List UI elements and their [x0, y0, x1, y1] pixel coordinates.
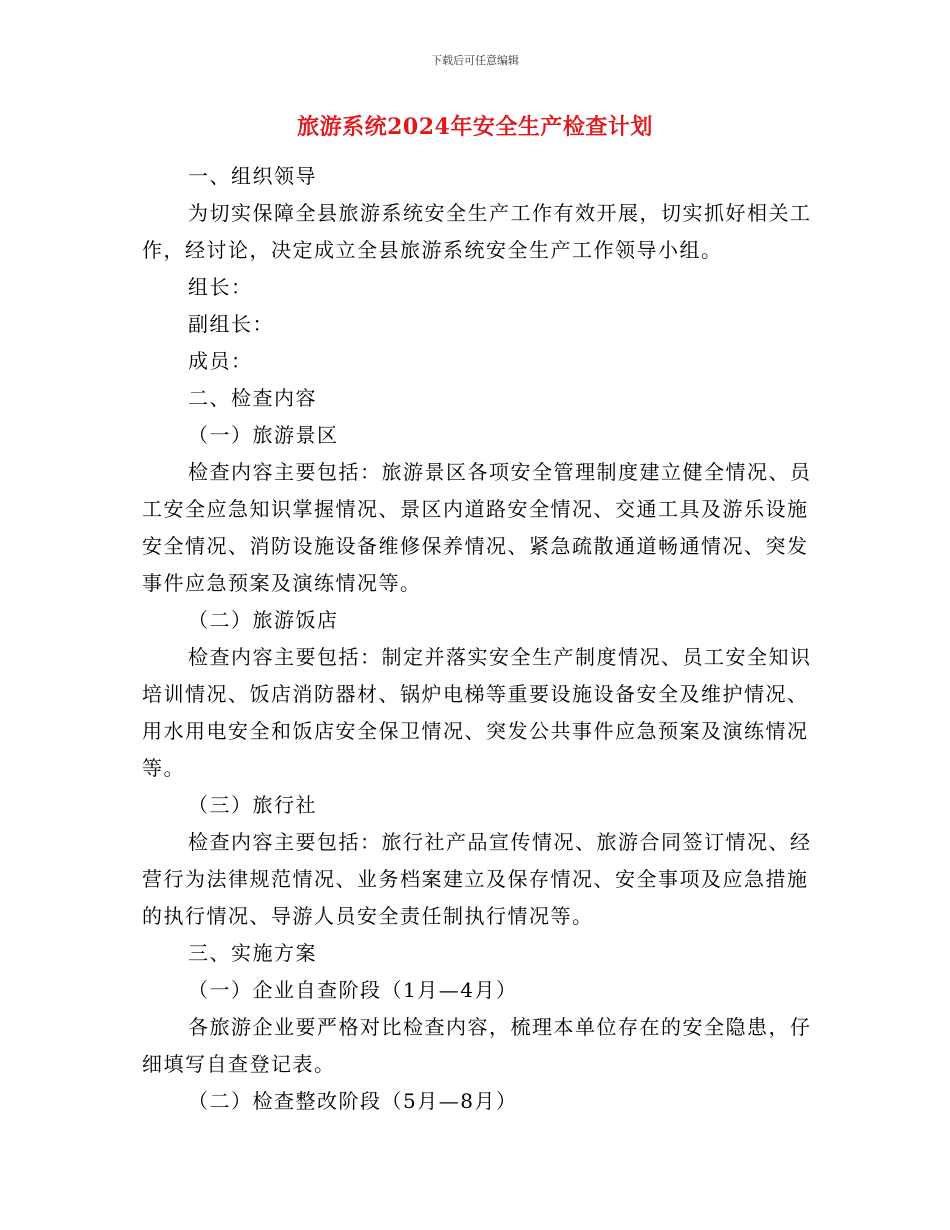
section-heading-organization: 一、组织领导 — [188, 164, 317, 188]
field-team-leader: 组长： — [188, 275, 253, 299]
subheading-scenic-areas: （一）旅游景区 — [188, 423, 339, 447]
section-heading-implementation: 三、实施方案 — [188, 941, 317, 965]
subheading-inspection-rectification-phase: （二）检查整改阶段（5月—8月） — [188, 1089, 518, 1113]
document-title: 旅游系统2024年安全生产检查计划 — [297, 114, 653, 140]
header-note: 下载后可任意编辑 — [431, 54, 519, 67]
field-members: 成员： — [188, 349, 253, 373]
paragraph-organization-intro: 为切实保障全县旅游系统安全生产工作有效开展，切实抓好相关工作，经讨论，决定成立全县旅游系统安全生产工作领导小组。 — [142, 201, 812, 262]
subheading-hotels: （二）旅游饭店 — [188, 608, 339, 632]
paragraph-self-inspection: 各旅游企业要严格对比检查内容，梳理本单位存在的安全隐患，仔细填写自查登记表。 — [142, 1015, 812, 1076]
paragraph-hotels: 检查内容主要包括：制定并落实安全生产制度情况、员工安全知识培训情况、饭店消防器材、锅炉电梯等重要设施设备安全及维护情况、用水用电安全和饭店安全保卫情况、突发公共事件应急预案及演练情况等。 — [142, 645, 812, 780]
section-heading-inspection-content: 二、检查内容 — [188, 386, 317, 410]
field-deputy-leader: 副组长： — [188, 312, 274, 336]
document-body — [142, 158, 814, 1120]
subheading-travel-agencies: （三）旅行社 — [188, 793, 317, 817]
paragraph-travel-agencies: 检查内容主要包括：旅行社产品宣传情况、旅游合同签订情况、经营行为法律规范情况、业务档案建立及保存情况、安全事项及应急措施的执行情况、导游人员安全责任制执行情况等。 — [142, 830, 812, 928]
paragraph-scenic-areas: 检查内容主要包括：旅游景区各项安全管理制度建立健全情况、员工安全应急知识掌握情况、景区内道路安全情况、交通工具及游乐设施安全情况、消防设施设备维修保养情况、紧急疏散通道畅通情况、突发事件应急预案及演练情况等。 — [142, 460, 812, 595]
subheading-self-inspection-phase: （一）企业自查阶段（1月—4月） — [188, 978, 518, 1002]
